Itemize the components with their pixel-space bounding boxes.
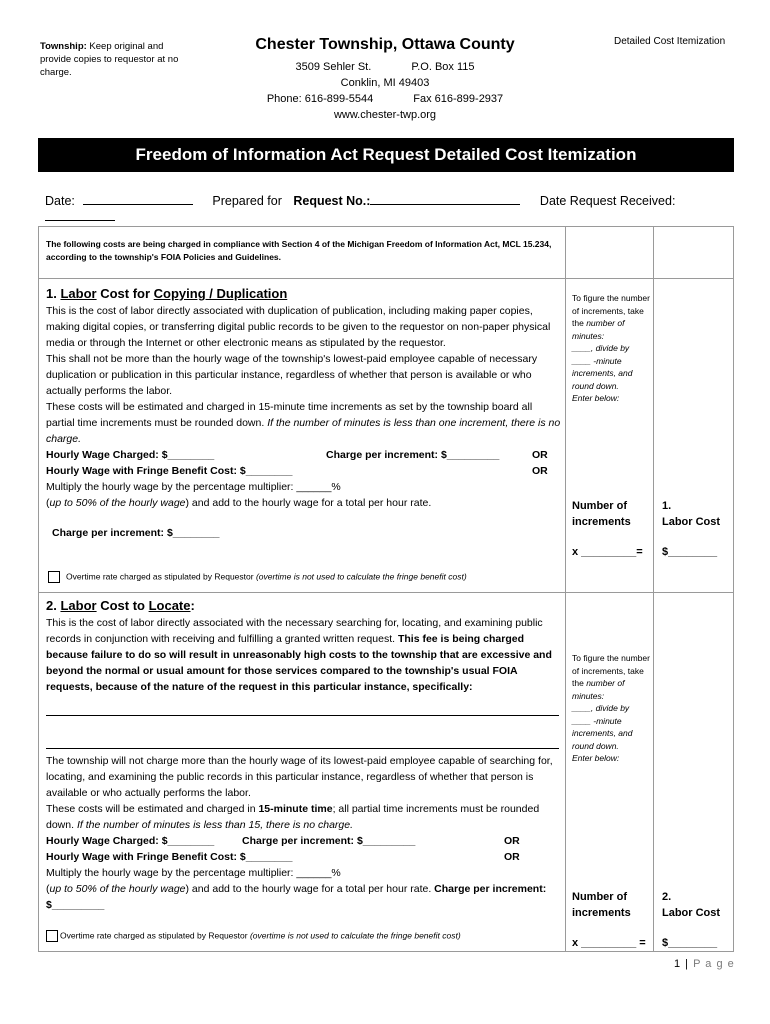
increments-field-1[interactable]: x _________= (572, 546, 643, 558)
date-received-label: Date Request Received: (539, 194, 676, 208)
website: www.chester-twp.org (333, 109, 437, 121)
overtime-checkbox-1[interactable] (48, 571, 60, 583)
page-footer: 1 | P a g e (674, 958, 735, 970)
fringe-wage-field[interactable]: Hourly Wage with Fringe Benefit Cost: $________ (46, 465, 293, 477)
hourly-wage-field[interactable]: Hourly Wage Charged: $________ (46, 449, 215, 461)
specifically-line-2[interactable] (46, 716, 559, 749)
date-row: Date: Prepared for Request No.: Date Request Received: (45, 192, 735, 224)
charge-per-increment-field-4[interactable]: Charge per increment: $_________ (46, 883, 547, 911)
hourly-wage-field-2[interactable]: Hourly Wage Charged: $________ (46, 835, 215, 847)
labor-cost-field-2[interactable]: $________ (662, 937, 718, 949)
num-increments-label-2: Number of increments (572, 891, 631, 919)
increments-field-2[interactable]: x _________ = (572, 937, 646, 949)
fringe-wage-field-2[interactable]: Hourly Wage with Fringe Benefit Cost: $________ (46, 851, 293, 863)
township-header (230, 36, 540, 123)
row-divider (38, 278, 734, 279)
multiplier-field-2[interactable]: Multiply the hourly wage by the percentage multiplier: ______% (46, 867, 341, 879)
labor-cost-label-2: 2. Labor Cost (662, 891, 721, 919)
date-received-field[interactable] (45, 208, 115, 221)
charge-per-increment-field[interactable]: Charge per increment: $_________ (326, 449, 500, 461)
labor-cost-label-1: 1. Labor Cost (662, 500, 721, 528)
address-line: 3509 Sehler St. P.O. Box 115 (295, 61, 475, 73)
row-divider (38, 592, 734, 593)
increment-instructions-1: To figure the number of increments, take the number of minutes: ____, divide by ____ -minute increments, and round down. Enter below: (572, 293, 650, 403)
overtime-checkbox-2[interactable] (46, 930, 58, 942)
overtime-row-1: Overtime rate charged as stipulated by Requestor (overtime is not used to calculate the fringe benefit cost) (48, 571, 467, 583)
labor-cost-field-1[interactable]: $________ (662, 546, 718, 558)
num-increments-label-1: Number of increments (572, 500, 631, 528)
specifically-line-1[interactable] (46, 695, 559, 716)
section-2: 2. Labor Cost to Locate: This is the cost of labor directly associated with the necessary searching for, locating, and examining public records in conjunction with receiving and fulfilling a granted written request. This fee is being charged because failure to do so will result in unreasonably high costs to the township that are excessive and beyond the normal or usual amount for those services compared to the township's usual FOIA requests, because of the nature of the request in this particular instance, specifically: The township will not charge more than the hourly wage of its lowest-paid employee capable of searching for, locating, and examining the public records in this particular instance, regardless of whether that person is available or who actually performs the labor. These costs will be estimated and charged in 15-minute time; all partial time increments must be rounded down. If the number of minutes is less than 15, there is no charge. Hourly Wage Charged: $________ Charge per increment: $_________ OR Hourly Wage with Fringe Benefit Cost: $________ OR Multiply the hourly wage by the percentage multiplier: ______% (up to 50% of the hourly wage) and add to the hourly wage for a total per hour rate. Charge per increment: $_________ (46, 598, 561, 913)
section-2-title: 2. Labor Cost to Locate: (46, 598, 195, 613)
increment-instructions-2: To figure the number of increments, take the number of minutes: ____, divide by ____ -minute increments, and round down. Enter below: (572, 653, 650, 763)
section-1-title: 1. Labor Cost for Copying / Duplication (46, 286, 288, 301)
col-divider (653, 226, 654, 952)
doc-type-label: Detailed Cost Itemization (614, 36, 726, 47)
section-1: 1. Labor Cost for Copying / Duplication This is the cost of labor directly associated with duplication of publication, including making paper copies, making digital copies, or transferring digital public records to be given to the requestor on non-paper physical media or through the Internet or other electronic means as stipulated by the requestor. This shall not be more than the hourly wage of the township's lowest-paid employee capable of necessary duplication or publication in this particular instance, regardless of whether that person is available or who actually performs the labor. These costs will be estimated and charged in 15-minute time increments as set by the township board all partial time increments must be rounded down. If the number of minutes is less than one increment, there is no charge. Hourly Wage Charged: $________ Charge per increment: $_________ OR Hourly Wage with Fringe Benefit Cost: $________ OR Multiply the hourly wage by the percentage multiplier: ______% (up to 50% of the hourly wage) and add to the hourly wage for a total per hour rate. Charge per increment: $________ (46, 286, 561, 539)
phone-line: Phone: 616-899-5544 Fax 616-899-2937 (266, 93, 504, 105)
request-no-field[interactable] (370, 192, 520, 205)
compliance-statement: The following costs are being charged in compliance with Section 4 of the Michigan Freedom of Information Act, MCL 15.234, according to the township's FOIA Policies and Guidelines. (46, 239, 552, 262)
city-line: Conklin, MI 49403 (340, 77, 430, 89)
multiplier-field[interactable]: Multiply the hourly wage by the percentage multiplier: ______% (46, 481, 341, 493)
request-no-label: Request No.: (293, 194, 371, 208)
form-title-banner: Freedom of Information Act Request Detailed Cost Itemization (38, 138, 734, 172)
township-note: Township: Keep original and provide copies to requestor at no charge. (40, 41, 179, 78)
col-divider (565, 226, 566, 952)
township-name: Chester Township, Ottawa County (255, 36, 515, 53)
date-field[interactable] (83, 192, 193, 205)
charge-per-increment-field-2[interactable]: Charge per increment: $________ (52, 527, 220, 539)
date-label: Date: (45, 194, 75, 208)
overtime-row-2: Overtime rate charged as stipulated by Requestor (overtime is not used to calculate the fringe benefit cost) (46, 930, 461, 942)
charge-per-increment-field-3[interactable]: Charge per increment: $_________ (242, 835, 416, 847)
